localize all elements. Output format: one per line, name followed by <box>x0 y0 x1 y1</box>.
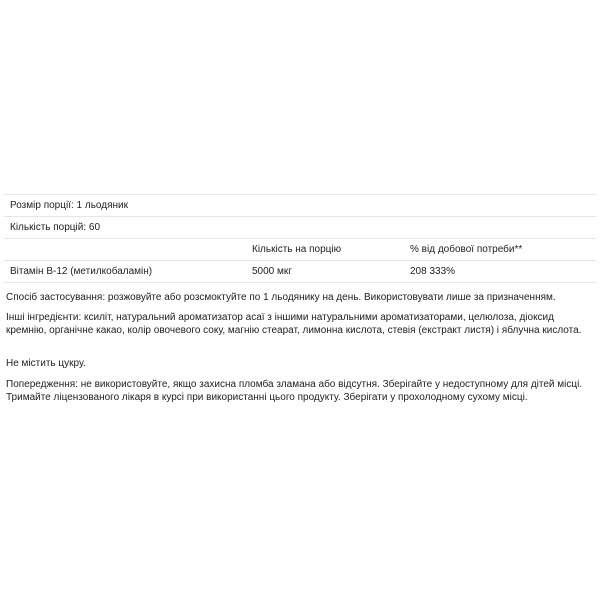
usage-instructions: Спосіб застосування: розжовуйте або розсмоктуйте по 1 льодянику на день. Використовувати лише за призначенням. <box>6 292 556 303</box>
servings-count-row <box>4 216 596 238</box>
serving-size-row <box>4 194 596 216</box>
nutrient-amount: 5000 мкг <box>252 266 292 277</box>
nutrient-daily-value: 208 333% <box>410 266 456 277</box>
other-ingredients: Інші інгредієнти: ксиліт, натуральний ароматизатор асаї з іншими натуральними ароматизаторами, целюлоза, діоксид кремнію, органічне какао, колір овочевого соку, магнію стеарат, лимонна кислота, стевія (екстракт листя) і яблучна кислота. <box>6 312 582 336</box>
table-header-row <box>4 238 596 260</box>
amount-header: Кількість на порцію <box>252 244 342 255</box>
supplement-facts-table <box>4 194 596 283</box>
nutrient-row <box>4 260 596 283</box>
daily-value-header: % від добової потреби** <box>410 244 523 255</box>
serving-size: Розмір порції: 1 льодяник <box>10 200 128 211</box>
warning-text: Попередження: не використовуйте, якщо захисна пломба зламана або відсутня. Зберігайте у недоступному для дітей місці. Тримайте ліцензованого лікаря в курсі при використанні цього продукту. Зберігати у прохолодному сухому місці. <box>6 379 583 403</box>
sugar-free-note: Не містить цукру. <box>6 358 86 369</box>
nutrient-name: Вітамін B-12 (метилкобаламін) <box>10 266 153 277</box>
servings-count: Кількість порцій: 60 <box>10 222 101 233</box>
